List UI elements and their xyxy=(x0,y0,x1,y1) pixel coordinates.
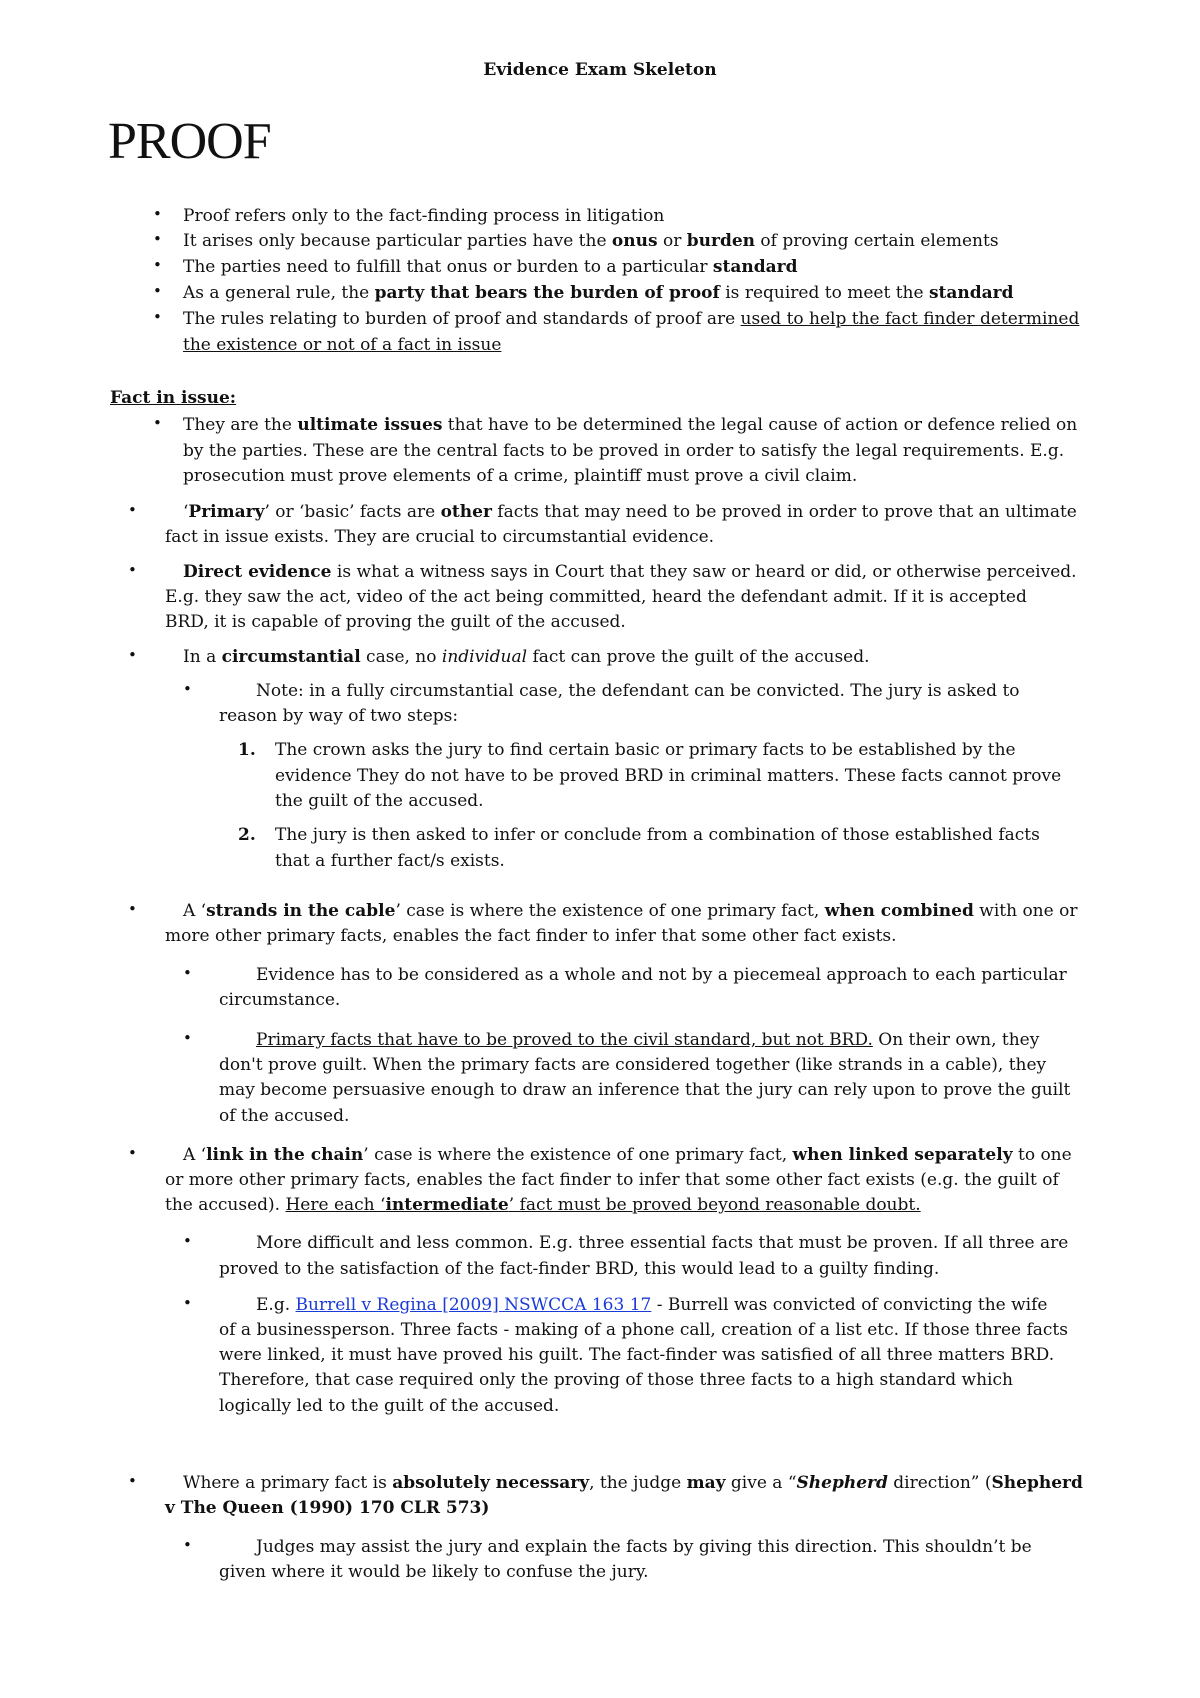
numbered-item-continuation: the guilt of the accused. xyxy=(275,791,484,811)
list-item-continuation: were linked, it must have proved his guilt. The fact-finder was satisfied of all three matters BRD. xyxy=(219,1345,1055,1365)
list-item-continuation: more other primary facts, enables the fact finder to infer that some other fact exists. xyxy=(165,926,897,946)
list-item: ‘Primary’ or ‘basic’ facts are other facts that may need to be proved in order to prove that an ultimate xyxy=(183,502,1077,522)
list-item-continuation: the accused). Here each ‘intermediate’ fact must be proved beyond reasonable doubt. xyxy=(165,1195,921,1215)
list-item-continuation: fact in issue exists. They are crucial to circumstantial evidence. xyxy=(165,527,715,547)
bullet-dot-icon: • xyxy=(183,680,192,698)
bullet-dot-icon: • xyxy=(153,230,162,248)
bullet-dot-icon: • xyxy=(153,414,162,432)
list-item-continuation: of a businessperson. Three facts - making of a phone call, creation of a list etc. If those three facts xyxy=(219,1320,1068,1340)
list-item: In a circumstantial case, no individual fact can prove the guilt of the accused. xyxy=(183,647,870,667)
list-item: More difficult and less common. E.g. three essential facts that must be proven. If all three are xyxy=(256,1233,1069,1253)
list-item: The rules relating to burden of proof and standards of proof are used to help the fact finder determined xyxy=(183,309,1080,329)
page-header: Evidence Exam Skeleton xyxy=(483,60,717,80)
list-number: 2. xyxy=(238,825,256,845)
list-item-continuation: don't prove guilt. When the primary facts are considered together (like strands in a cable), they xyxy=(219,1055,1047,1075)
list-item-continuation: reason by way of two steps: xyxy=(219,706,459,726)
page-title: PROOF xyxy=(108,113,271,170)
list-item-continuation: Therefore, that case required only the proving of those three facts to a high standard which xyxy=(219,1370,1013,1390)
list-item-continuation: v The Queen (1990) 170 CLR 573) xyxy=(165,1498,490,1518)
list-item: Where a primary fact is absolutely necessary, the judge may give a “Shepherd direction” (Shepherd xyxy=(183,1473,1083,1493)
list-item: It arises only because particular parties have the onus or burden of proving certain elements xyxy=(183,231,999,251)
list-item-continuation: given where it would be likely to confuse the jury. xyxy=(219,1562,649,1582)
list-item: Note: in a fully circumstantial case, the defendant can be convicted. The jury is asked to xyxy=(256,681,1020,701)
list-item-continuation: by the parties. These are the central facts to be proved in order to satisfy the legal requirements. E.g. xyxy=(183,441,1065,461)
list-item-continuation: circumstance. xyxy=(219,990,341,1010)
bullet-dot-icon: • xyxy=(128,1472,137,1490)
list-item: E.g. Burrell v Regina [2009] NSWCCA 163 17 - Burrell was convicted of convicting the wife xyxy=(256,1295,1048,1315)
bullet-dot-icon: • xyxy=(128,561,137,579)
bullet-dot-icon: • xyxy=(128,501,137,519)
bullet-dot-icon: • xyxy=(183,1536,192,1554)
numbered-item-continuation: that a further fact/s exists. xyxy=(275,851,505,871)
list-item: Evidence has to be considered as a whole and not by a piecemeal approach to each particular xyxy=(256,965,1067,985)
list-item: A ‘link in the chain’ case is where the existence of one primary fact, when linked separately to one xyxy=(183,1145,1072,1165)
numbered-item-continuation: evidence They do not have to be proved BRD in criminal matters. These facts cannot prove xyxy=(275,766,1062,786)
list-item: As a general rule, the party that bears the burden of proof is required to meet the standard xyxy=(183,283,1014,303)
bullet-dot-icon: • xyxy=(153,256,162,274)
list-item-continuation: the existence or not of a fact in issue xyxy=(183,335,502,355)
list-number: 1. xyxy=(238,740,256,760)
list-item: Direct evidence is what a witness says in Court that they saw or heard or did, or otherwise perceived. xyxy=(183,562,1077,582)
bullet-dot-icon: • xyxy=(183,1029,192,1047)
bullet-dot-icon: • xyxy=(128,646,137,664)
list-item: They are the ultimate issues that have to be determined the legal cause of action or defence relied on xyxy=(183,415,1078,435)
list-item-continuation: or more other primary facts, enables the fact finder to infer that some other fact exists (e.g. the guilt of xyxy=(165,1170,1059,1190)
list-item-continuation: BRD, it is capable of proving the guilt of the accused. xyxy=(165,612,626,632)
bullet-dot-icon: • xyxy=(153,205,162,223)
list-item: Proof refers only to the fact-finding process in litigation xyxy=(183,206,665,226)
list-item: The parties need to fulfill that onus or burden to a particular standard xyxy=(183,257,798,277)
list-item-continuation: of the accused. xyxy=(219,1106,350,1126)
bullet-dot-icon: • xyxy=(183,964,192,982)
list-item-continuation: proved to the satisfaction of the fact-finder BRD, this would lead to a guilty finding. xyxy=(219,1259,940,1279)
list-item: Primary facts that have to be proved to the civil standard, but not BRD. On their own, they xyxy=(256,1030,1040,1050)
bullet-dot-icon: • xyxy=(153,282,162,300)
bullet-dot-icon: • xyxy=(128,1144,137,1162)
list-item: Judges may assist the jury and explain the facts by giving this direction. This shouldn’t be xyxy=(256,1537,1032,1557)
numbered-item: The crown asks the jury to find certain basic or primary facts to be established by the xyxy=(275,740,1016,760)
list-item-continuation: may become persuasive enough to draw an inference that the jury can rely upon to prove the guilt xyxy=(219,1080,1071,1100)
list-item: A ‘strands in the cable’ case is where the existence of one primary fact, when combined with one or xyxy=(183,901,1078,921)
bullet-dot-icon: • xyxy=(183,1294,192,1312)
list-item-continuation: prosecution must prove elements of a crime, plaintiff must prove a civil claim. xyxy=(183,466,858,486)
list-item-continuation: E.g. they saw the act, video of the act being committed, heard the defendant admit. If it is accepted xyxy=(165,587,1027,607)
list-item-continuation: logically led to the guilt of the accused. xyxy=(219,1396,560,1416)
case-citation-link[interactable]: Burrell v Regina [2009] NSWCCA 163 17 xyxy=(295,1295,652,1315)
numbered-item: The jury is then asked to infer or conclude from a combination of those established facts xyxy=(275,825,1040,845)
bullet-dot-icon: • xyxy=(183,1232,192,1250)
section-heading: Fact in issue: xyxy=(110,388,237,408)
bullet-dot-icon: • xyxy=(128,900,137,918)
bullet-dot-icon: • xyxy=(153,308,162,326)
